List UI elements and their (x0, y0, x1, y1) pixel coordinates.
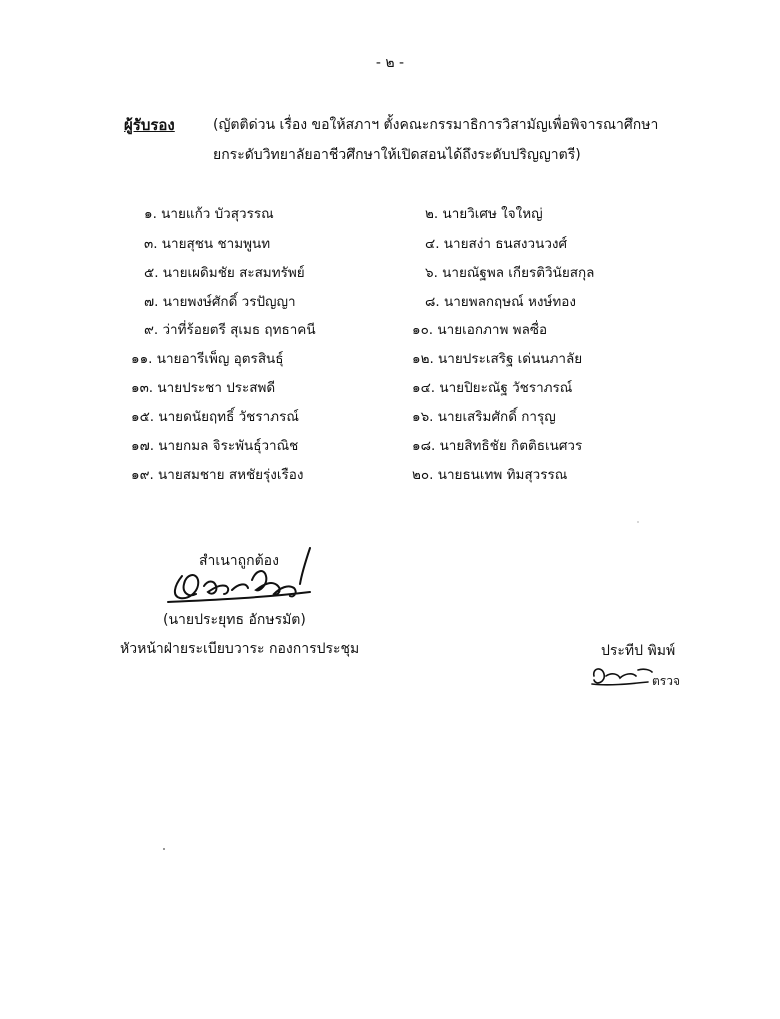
member-name: ๒. นายวิเศษ ใจใหญ่ (425, 206, 543, 222)
heading-line-1: (ญัตติด่วน เรื่อง ขอให้สภาฯ ตั้งคณะกรรมาธิการวิสามัญเพื่อพิจารณาศึกษา (213, 117, 659, 133)
member-name: ๗. นายพงษ์ศักดิ์ วรปัญญา (144, 294, 296, 310)
signer-name: (นายประยุทธ อักษรมัต) (163, 612, 306, 628)
scan-speck (637, 521, 639, 523)
member-name: ๑๙. นายสมชาย สหชัยรุ่งเรือง (131, 467, 304, 483)
member-name: ๑๗. นายกมล จิระพันธุ์วาณิช (131, 438, 299, 454)
page-number: - ๒ - (375, 55, 405, 71)
member-name: ๑๑. นายอารีเพ็ญ อุตรสินธุ์ (131, 351, 284, 367)
member-name: ๖. นายณัฐพล เกียรติวินัยสกุล (425, 265, 595, 281)
heading-line-2: ยกระดับวิทยาลัยอาชีวศึกษาให้เปิดสอนได้ถึงระดับปริญญาตรี) (213, 147, 581, 163)
member-name: ๑๕. นายดนัยฤทธิ์ วัชราภรณ์ (131, 409, 299, 425)
member-name: ๑๐. นายเอกภาพ พลซื่อ (412, 322, 548, 338)
checked-label: ตรวจ (652, 674, 681, 688)
member-name: ๒๐. นายธนเทพ ทิมสุวรรณ (412, 467, 568, 483)
certified-copy-label: สำเนาถูกต้อง (199, 553, 279, 569)
member-name: ๑๖. นายเสริมศักดิ์ การุญ (412, 409, 556, 425)
member-name: ๓. นายสุชน ชามพูนท (144, 236, 271, 252)
member-name: ๑๒. นายประเสริฐ เด่นนภาลัย (412, 351, 583, 367)
member-name: ๕. นายเผดิมชัย สะสมทรัพย์ (144, 265, 305, 281)
member-name: ๑๓. นายประชา ประสพดี (131, 380, 276, 396)
member-name: ๑. นายแก้ว บัวสุวรรณ (144, 206, 274, 222)
signer-title: หัวหน้าฝ่ายระเบียบวาระ กองการประชุม (120, 641, 360, 657)
scan-speck (163, 848, 165, 850)
handwritten-signature (160, 540, 330, 610)
member-name: ๔. นายสง่า ธนสงวนวงศ์ (425, 236, 568, 252)
member-name: ๙. ว่าที่ร้อยตรี สุเมธ ฤทธาคนี (144, 322, 316, 338)
member-name: ๑๔. นายปิยะณัฐ วัชราภรณ์ (412, 380, 573, 396)
heading-label: ผู้รับรอง (124, 116, 175, 134)
typist-label: ประทีป พิมพ์ (601, 643, 676, 659)
member-name: ๘. นายพลกฤษณ์ หงษ์ทอง (425, 294, 576, 310)
initials-signature (588, 662, 658, 690)
member-name: ๑๘. นายสิทธิชัย กิตติธเนศวร (412, 438, 583, 454)
